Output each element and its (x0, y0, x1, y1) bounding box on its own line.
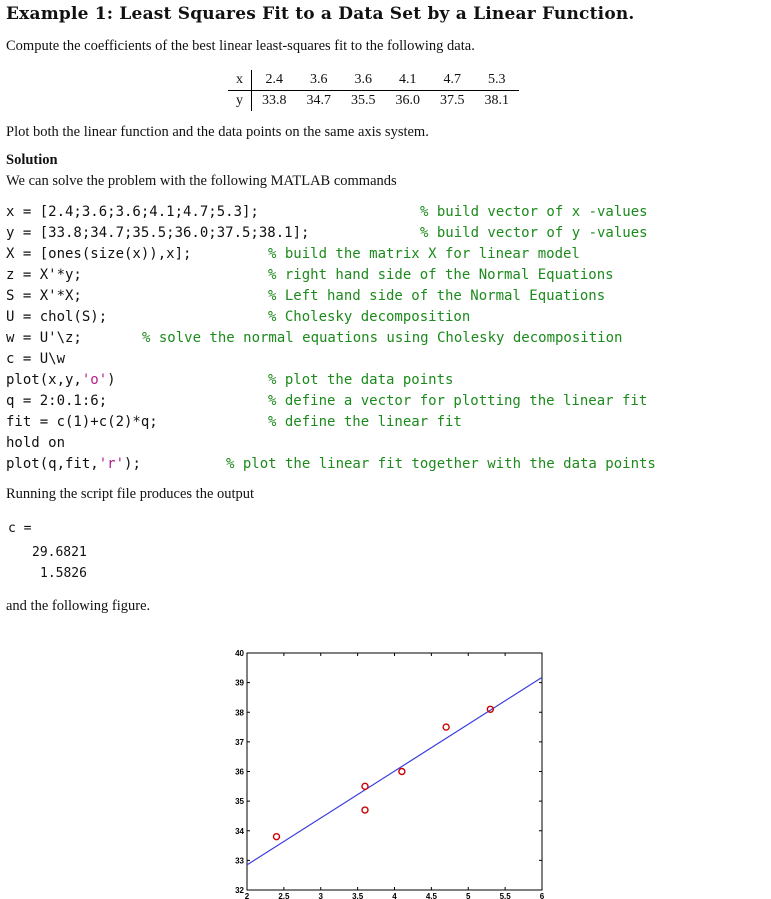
code: w = U'\z; (6, 330, 82, 346)
code (6, 456, 141, 472)
code-comment: % Left hand side of the Normal Equations (268, 288, 606, 304)
least-squares-chart (220, 640, 560, 899)
cell: 35.5 (351, 93, 376, 108)
code: x = [2.4;3.6;3.6;4.1;4.7;5.3]; (6, 204, 259, 220)
y-tick-label: 39 (235, 678, 244, 688)
table-row-y (228, 91, 519, 112)
code-line (6, 204, 771, 225)
x-tick-label: 6 (539, 892, 545, 899)
code-comment: % define the linear fit (268, 414, 462, 430)
cell: 3.6 (341, 70, 386, 91)
cell: 4.7 (430, 70, 475, 91)
y-tick-label: 35 (235, 797, 244, 807)
code-line (6, 225, 771, 246)
code: fit = c(1)+c(2)*q; (6, 414, 158, 430)
cell: 37.5 (440, 93, 465, 108)
code: hold on (6, 435, 66, 451)
cell: 4.1 (386, 70, 431, 91)
solution-text: We can solve the problem with the following MATLAB commands (6, 173, 397, 189)
code-line (6, 330, 771, 351)
x-tick-label: 5.5 (499, 892, 511, 899)
plot-instruction: Plot both the linear function and the data points on the same axis system. (6, 124, 429, 140)
code-comment: % plot the data points (268, 372, 454, 388)
x-tick-label: 4 (392, 892, 397, 899)
intro-text: Compute the coefficients of the best linear least-squares fit to the following data. (6, 38, 475, 54)
y-tick-label: 34 (235, 826, 244, 836)
code: q = 2:0.1:6; (6, 393, 108, 409)
code-comment: % right hand side of the Normal Equations (268, 267, 614, 283)
code-part: ); (124, 456, 141, 472)
code-line (6, 435, 771, 456)
code-part: ) (107, 372, 116, 388)
data-table (228, 70, 519, 111)
code-part: plot(q,fit, (6, 456, 99, 472)
cell: 3.6 (297, 70, 342, 91)
y-tick-label: 33 (235, 856, 244, 866)
code: S = X'*X; (6, 288, 82, 304)
code-string: 'o' (81, 372, 108, 388)
running-text: Running the script file produces the output (6, 486, 255, 502)
row-label: y (228, 91, 252, 112)
code-line (6, 267, 771, 288)
code: X = [ones(size(x)),x]; (6, 246, 192, 262)
code-comment: % build the matrix X for linear model (268, 246, 580, 262)
solution-heading: Solution (6, 152, 58, 168)
cell: 36.0 (395, 93, 420, 108)
code-part: plot(x,y, (6, 372, 82, 388)
code-line (6, 372, 771, 393)
y-tick-label: 32 (235, 886, 244, 895)
cell: 5.3 (475, 70, 520, 91)
y-tick-label: 40 (235, 649, 244, 658)
code: c = U\w (6, 351, 66, 367)
code-string: 'r' (98, 456, 125, 472)
row-label: x (228, 70, 252, 91)
code-line (6, 351, 771, 372)
code-line (6, 288, 771, 309)
code-comment: % build vector of y -values (420, 225, 648, 241)
code: U = chol(S); (6, 309, 108, 325)
figure-text: and the following figure. (6, 598, 151, 614)
code-line (6, 393, 771, 414)
cell: 2.4 (252, 70, 297, 91)
x-tick-label: 2 (244, 892, 250, 899)
output-value: 1.5826 (40, 566, 87, 581)
code-comment: % define a vector for plotting the linear fit (268, 393, 648, 409)
code-comment: % plot the linear fit together with the data points (226, 456, 656, 472)
code-comment: % build vector of x -values (420, 204, 648, 220)
code: y = [33.8;34.7;35.5;36.0;37.5;38.1]; (6, 225, 310, 241)
cell: 33.8 (262, 93, 287, 108)
x-tick-label: 3 (318, 892, 323, 899)
x-tick-label: 5 (466, 892, 471, 899)
table-row-x (228, 70, 519, 91)
y-tick-label: 36 (235, 767, 244, 777)
code: z = X'*y; (6, 267, 82, 283)
page-title: Example 1: Least Squares Fit to a Data Set by a Linear Function. (6, 4, 635, 24)
code-comment: % solve the normal equations using Cholesky decomposition (142, 330, 623, 346)
output-value: 29.6821 (32, 545, 87, 560)
code-line (6, 309, 771, 330)
y-tick-label: 38 (235, 708, 244, 718)
code-line (6, 246, 771, 267)
code-comment: % Cholesky decomposition (268, 309, 471, 325)
x-tick-label: 3.5 (352, 892, 364, 899)
output-label: c = (8, 521, 32, 536)
cell: 34.7 (306, 93, 331, 108)
y-tick-label: 37 (235, 737, 244, 747)
x-tick-label: 2.5 (278, 892, 290, 899)
cell: 38.1 (484, 93, 509, 108)
code-line (6, 414, 771, 435)
x-tick-label: 4.5 (425, 892, 437, 899)
code (6, 372, 116, 388)
code-line (6, 456, 771, 477)
